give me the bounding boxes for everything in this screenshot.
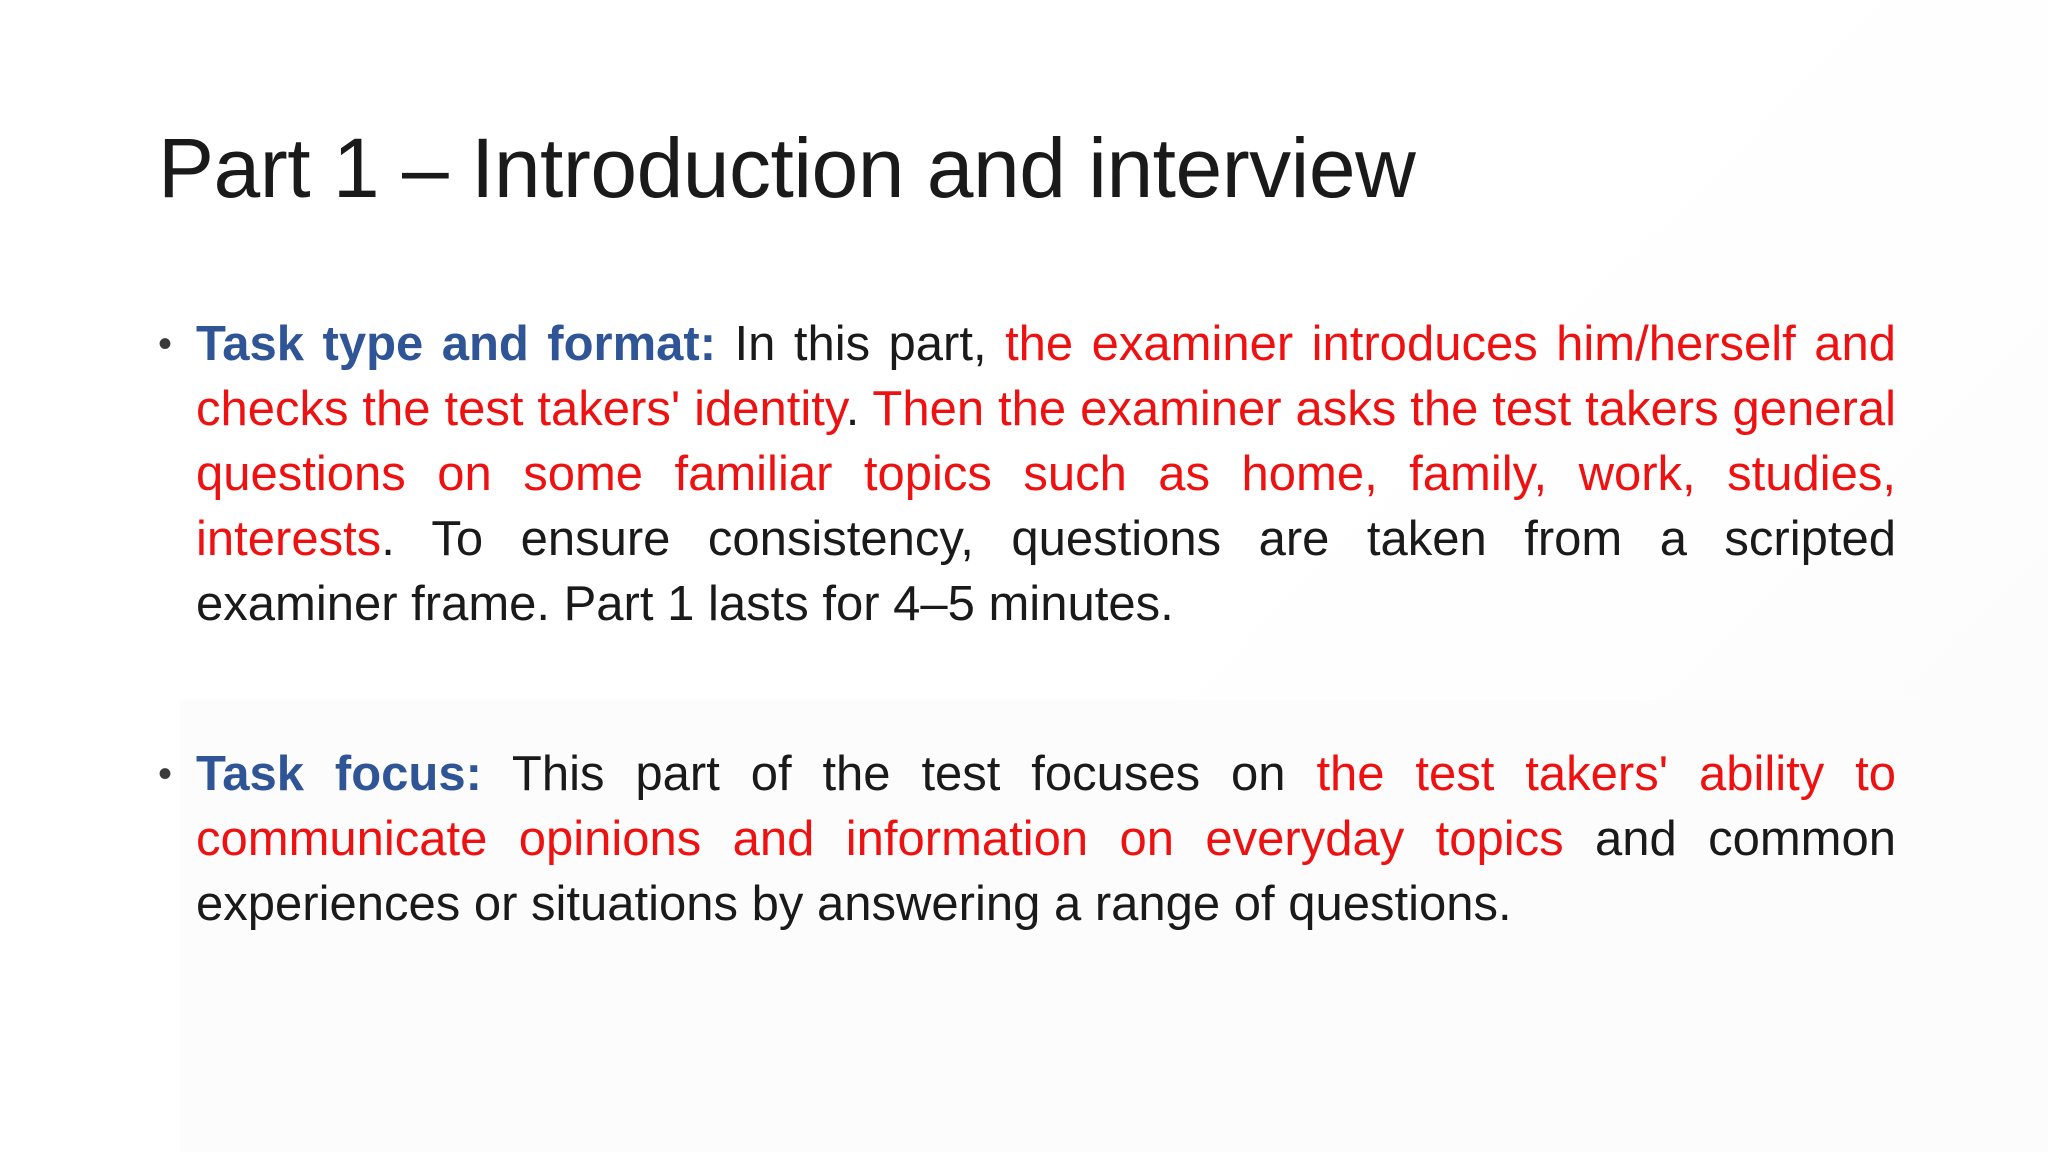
highlighted-text: the test takers' ability to communicate opinions and information on everyday topics xyxy=(196,747,1896,866)
bullet-text: . To ensure consistency, questions are taken from a scripted examiner frame. Part 1 lasts for 4–5 minutes. xyxy=(196,512,1896,631)
bullet-text: This part of the test focuses on xyxy=(481,747,1317,801)
bullet-dot-icon: • xyxy=(158,752,173,796)
highlighted-text: the examiner introduces him/herself and checks the test takers' identity xyxy=(196,317,1897,436)
bullet-label: Task type and format: xyxy=(196,317,717,371)
bullet-label: Task focus: xyxy=(196,747,482,801)
bullet-text: In this part, xyxy=(716,317,1006,371)
bullet-task-focus xyxy=(150,742,1896,937)
bullet-list xyxy=(150,312,1896,937)
bullet-text: . xyxy=(845,382,873,436)
bullet-text: and common experiences or situations by answering a range of questions. xyxy=(196,812,1896,931)
highlighted-text: Then the examiner asks the test takers general questions on some familiar topics such as home, family, work, studies, interests xyxy=(196,382,1896,566)
bullet-task-type-and-format xyxy=(150,312,1896,637)
bullet-dot-icon: • xyxy=(158,322,173,366)
slide-title: Part 1 – Introduction and interview xyxy=(158,121,1416,215)
